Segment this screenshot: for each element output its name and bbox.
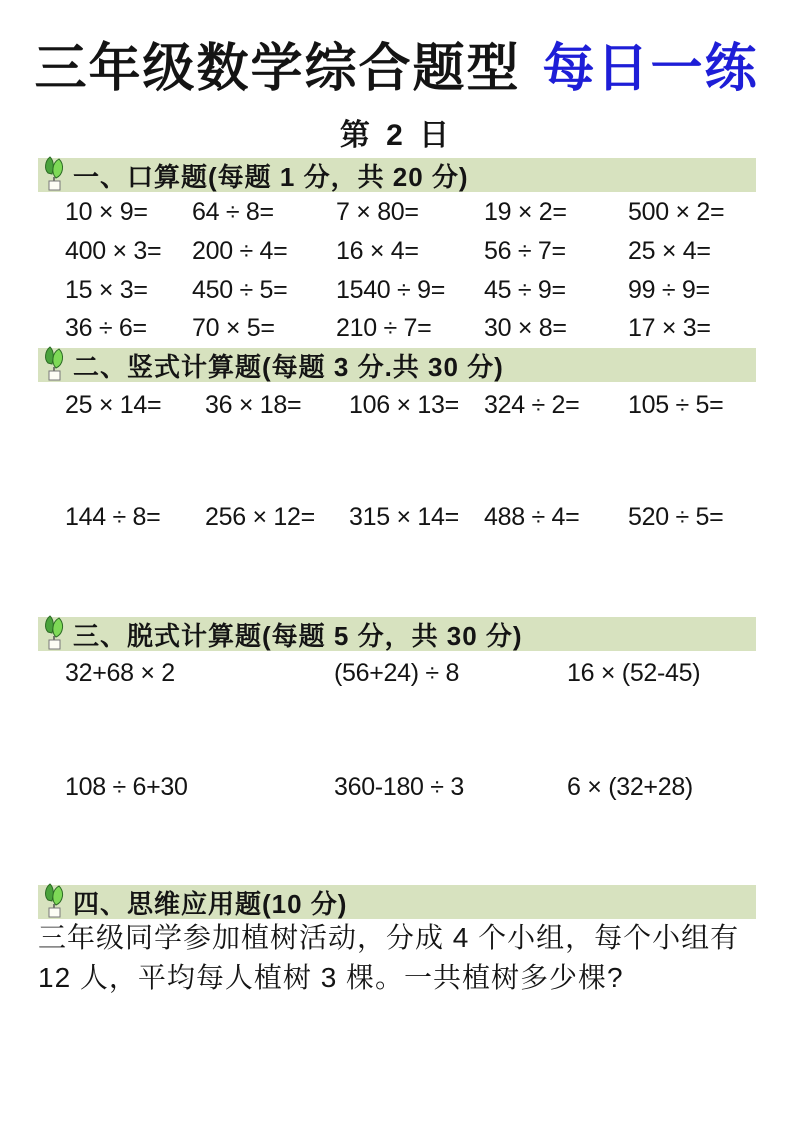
section-heading: 二、竖式计算题(每题 3 分.共 30 分) [73,351,504,382]
math-problem: 500 × 2= [628,198,725,226]
math-problem: 25 × 4= [628,237,711,265]
oral-row-1 [65,198,765,227]
tree-icon [41,343,69,383]
section-header-vertical [38,348,756,382]
math-problem: 256 × 12= [205,503,315,531]
math-problem: 520 ÷ 5= [628,503,724,531]
math-problem: 106 × 13= [349,391,459,419]
section-heading: 一、口算题(每题 1 分，共 20 分) [73,161,469,192]
math-problem: 19 × 2= [484,198,567,226]
math-problem: 56 ÷ 7= [484,237,566,265]
math-problem: 210 ÷ 7= [336,314,432,342]
math-problem: 105 ÷ 5= [628,391,724,419]
math-problem: 7 × 80= [336,198,419,226]
math-problem: 64 ÷ 8= [192,198,274,226]
page-title-accent: 每日一练 [542,39,759,99]
math-problem: 99 ÷ 9= [628,276,710,304]
math-problem: 450 ÷ 5= [192,276,288,304]
math-problem: 324 ÷ 2= [484,391,580,419]
math-problem: 70 × 5= [192,314,275,342]
math-problem: 1540 ÷ 9= [336,276,446,304]
page-title [0,26,793,101]
tree-icon [41,153,69,193]
math-problem: 16 × 4= [336,237,419,265]
section-heading: 四、思维应用题(10 分) [73,888,348,919]
stepwise-row-1 [65,659,765,688]
page-title-main: 三年级数学综合题型 [34,39,521,99]
math-problem: 108 ÷ 6+30 [65,773,188,801]
math-problem: 32+68 × 2 [65,659,175,687]
section-header-word-problem [38,885,756,919]
math-problem: 360-180 ÷ 3 [334,773,464,801]
vertical-row-2 [65,503,765,532]
math-problem: 488 ÷ 4= [484,503,580,531]
math-problem: 17 × 3= [628,314,711,342]
oral-row-3 [65,276,765,305]
oral-row-2 [65,237,765,266]
math-problem: 6 × (32+28) [567,773,693,801]
math-problem: 36 × 18= [205,391,302,419]
tree-icon [41,612,69,652]
math-problem: 45 ÷ 9= [484,276,566,304]
math-problem: 16 × (52-45) [567,659,701,687]
math-problem: 400 × 3= [65,237,162,265]
math-problem: 200 ÷ 4= [192,237,288,265]
section-header-oral [38,158,756,192]
math-problem: 315 × 14= [349,503,459,531]
math-problem: 10 × 9= [65,198,148,226]
math-problem: 36 ÷ 6= [65,314,147,342]
vertical-row-1 [65,391,765,420]
section-header-stepwise [38,617,756,651]
tree-icon [41,880,69,920]
oral-row-4 [65,314,765,343]
math-problem: 15 × 3= [65,276,148,304]
stepwise-row-2 [65,773,765,802]
math-problem: 25 × 14= [65,391,162,419]
section-heading: 三、脱式计算题(每题 5 分，共 30 分) [73,620,523,651]
math-problem: 30 × 8= [484,314,567,342]
math-problem: 144 ÷ 8= [65,503,161,531]
math-problem: (56+24) ÷ 8 [334,659,460,687]
day-subtitle: 第 2 日 [339,119,454,152]
word-problem-text: 三年级同学参加植树活动，分成 4 个小组，每个小组有 12 人，平均每人植树 3 棵。一共植树多少棵? [38,922,740,993]
